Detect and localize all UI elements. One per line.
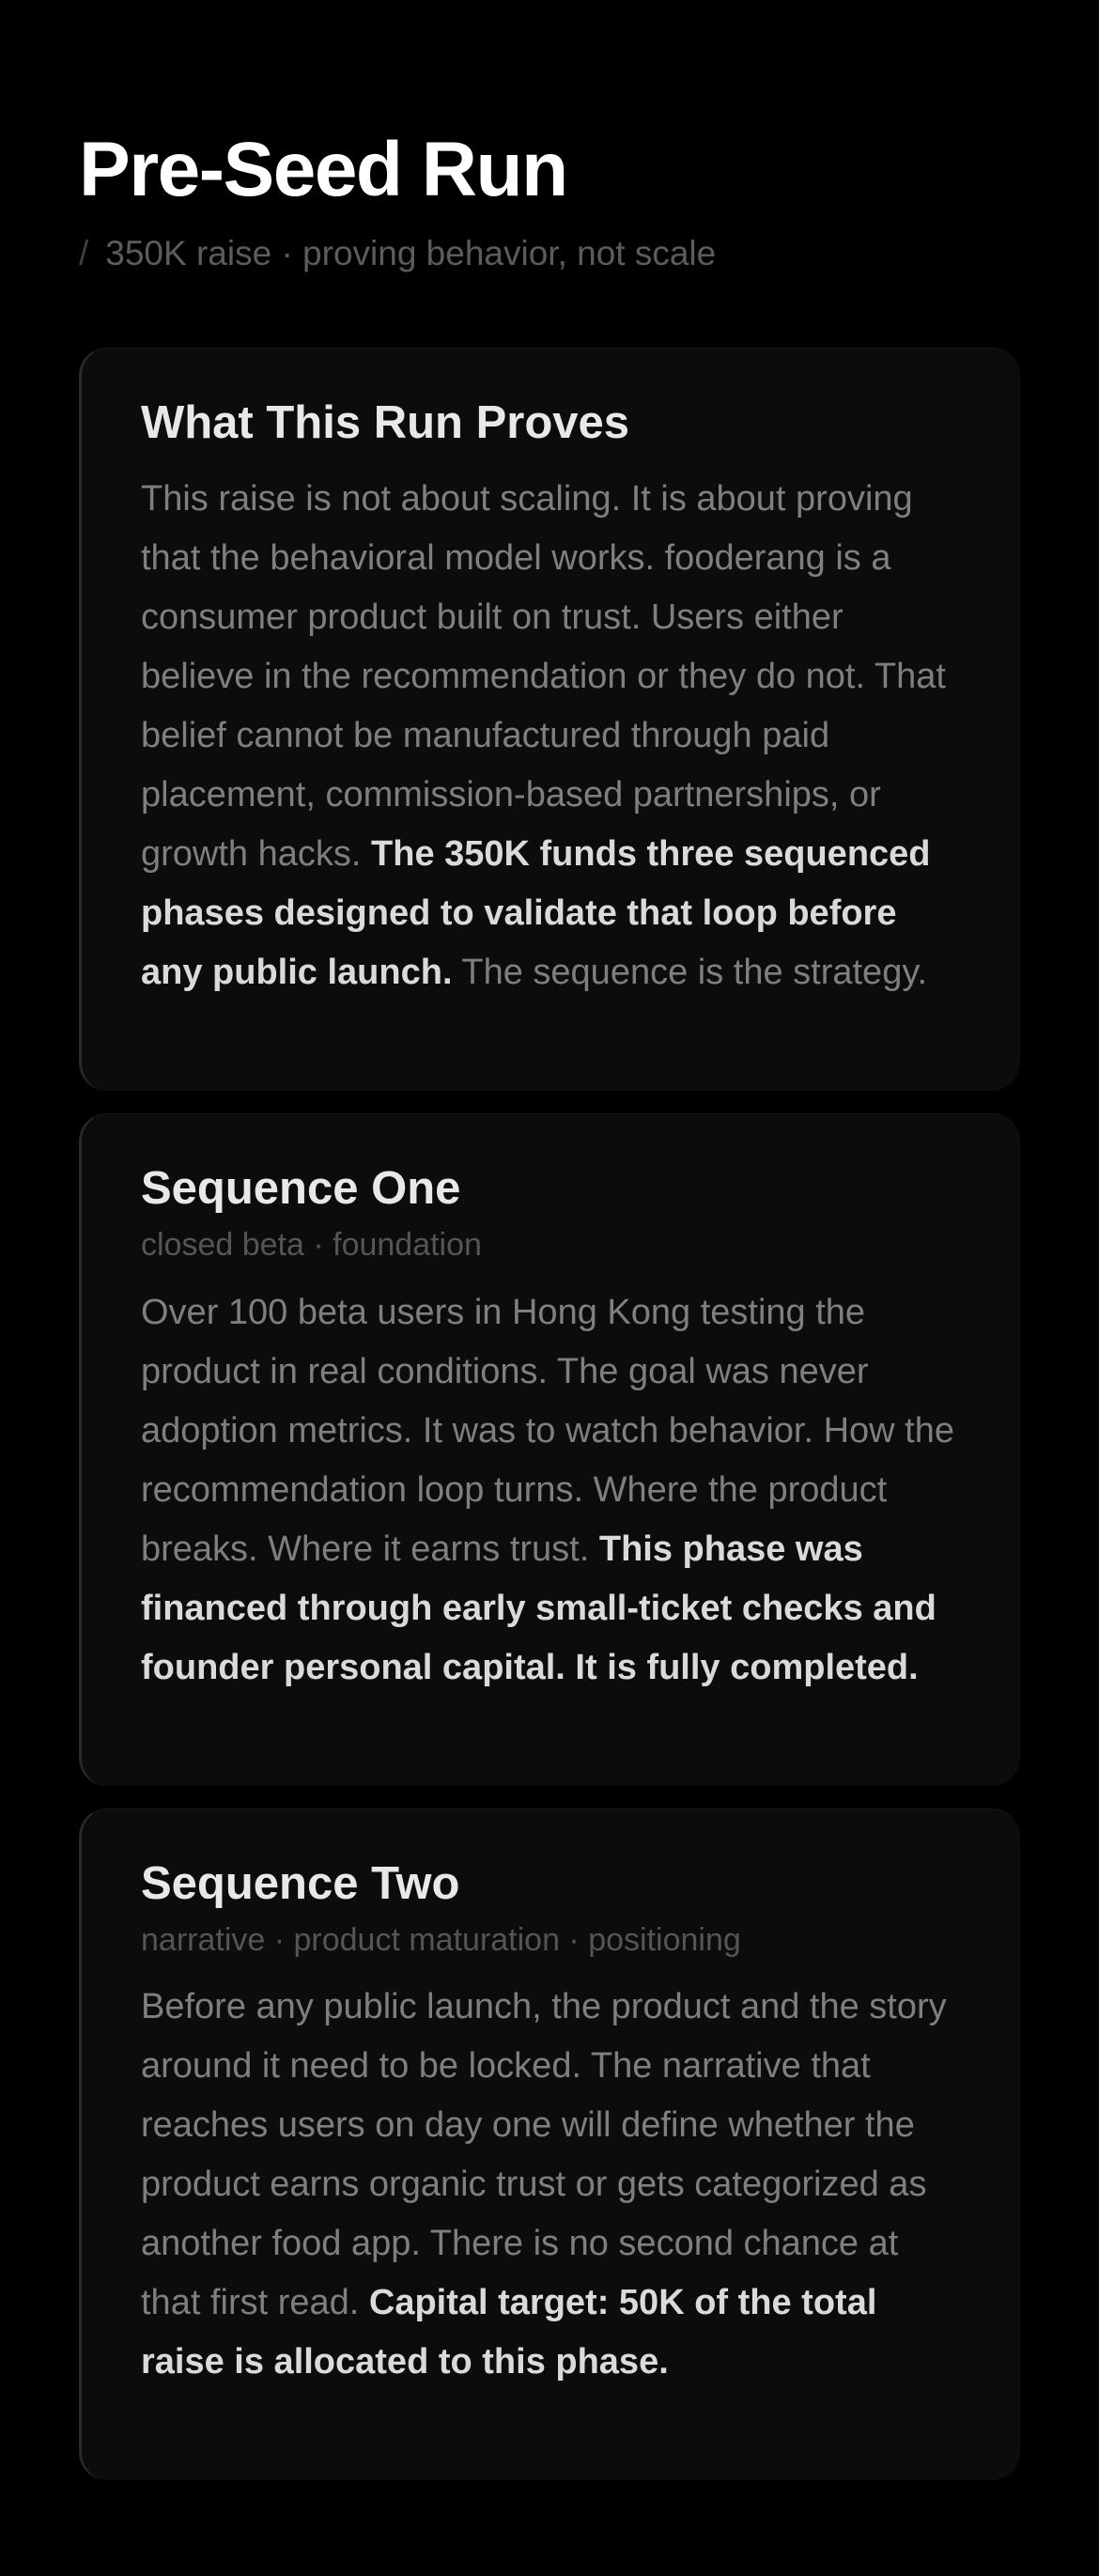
card-body	[141, 470, 964, 1002]
card-sequence-two	[79, 1808, 1020, 2481]
card-title: What This Run Proves	[141, 397, 630, 449]
card-body-emphasis: Capital target: 50K of the total raise is allocated to this phase.	[141, 2283, 877, 2382]
card-sequence-one	[79, 1113, 1020, 1786]
card-body-emphasis: The 350K funds three sequenced phases designed to validate that loop before any public launch.	[141, 834, 931, 993]
card-body-text: Over 100 beta users in Hong Kong testing the product in real conditions. The goal was never adoption metrics. It was to watch behavior. How the recommendation loop turns. Where the product breaks. Where it earns trust.	[141, 1292, 954, 1569]
card-title: Sequence One	[141, 1163, 461, 1215]
card-body-text: Before any public launch, the product and the story around it need to be locked. The narrative that reaches users on day one will define whether the product earns organic trust or gets categorized as another food app. There is no second chance at that first read.	[141, 1987, 947, 2323]
page-title: Pre-Seed Run	[79, 127, 567, 212]
page	[79, 127, 1020, 2480]
subtitle-text: 350K raise · proving behavior, not scale	[105, 234, 717, 272]
card-tag: closed beta · foundation	[141, 1226, 482, 1263]
card-title: Sequence Two	[141, 1857, 460, 1909]
card-body	[141, 1283, 964, 1698]
card-body	[141, 1978, 964, 2392]
card-body-text: This raise is not about scaling. It is about proving that the behavioral model works. fooderang is a consumer product built on trust. Users either believe in the recommendation or they do not. That belief cannot be manufactured through paid placement, commission-based partnerships, or growth hacks.	[141, 479, 946, 875]
card-what-this-run-proves	[79, 348, 1020, 1091]
card-tag: narrative · product maturation · positioning	[141, 1921, 741, 1958]
card-body-emphasis: This phase was financed through early small-ticket checks and founder personal capital. It is fully completed.	[141, 1529, 936, 1687]
card-body-tail: The sequence is the strategy.	[461, 953, 928, 993]
page-subtitle	[79, 233, 1020, 274]
subtitle-slash: /	[79, 234, 89, 272]
